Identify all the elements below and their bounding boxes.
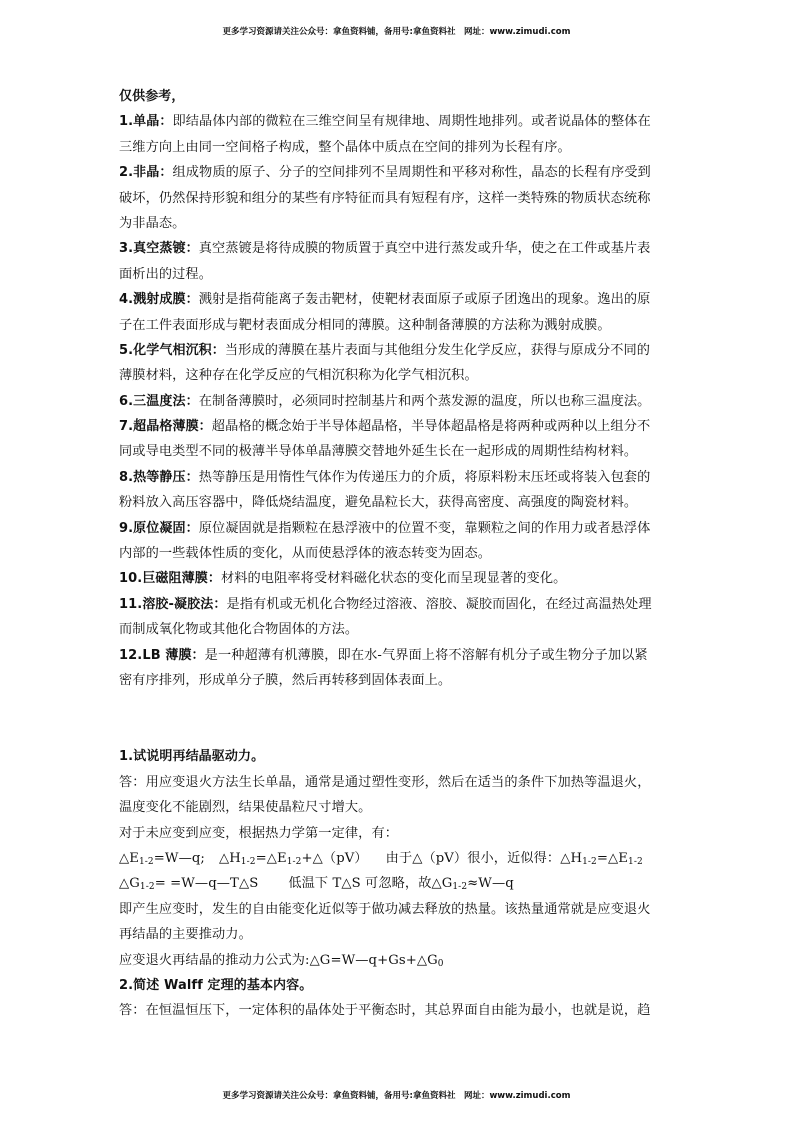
- answer-line: 温度变化不能剧烈，结果使晶粒尺寸增大。: [119, 800, 372, 816]
- definition-text: 是指有机或无机化合物经过溶液、溶胶、凝胶而固化，在经过高温热处理: [226, 596, 652, 612]
- page-footer: 更多学习资源请关注公众号：拿鱼资料铺，备用号:拿鱼资料社 网址：www.zimudi.com: [222, 1091, 571, 1101]
- definition-line: [119, 389, 679, 414]
- question-1-title: 1.试说明再结晶驱动力。: [119, 749, 265, 765]
- definition-line: [119, 490, 679, 515]
- term-label: 10.巨磁阻薄膜：: [119, 571, 221, 587]
- question-2-title: 2.简述 Walff 定理的基本内容。: [119, 977, 313, 993]
- intro-line: [119, 84, 679, 109]
- term-label: 9.原位凝固：: [119, 520, 199, 536]
- definition-text: 薄膜材料，这种存在化学反应的气相沉积称为化学气相沉积。: [119, 368, 478, 384]
- answer-line: 再结晶的主要推动力。: [119, 927, 252, 943]
- definition-line: [119, 465, 679, 490]
- definition-line: [119, 541, 679, 566]
- document-body: [119, 84, 679, 1024]
- definition-line: [119, 135, 679, 160]
- question-2-answer: [119, 998, 679, 1023]
- definition-text: 即结晶体内部的微粒在三维空间呈有规律地、周期性地排列。或者说晶体的整体在: [172, 114, 651, 130]
- term-label: 11.溶胶-凝胶法：: [119, 596, 227, 612]
- term-label: 5.化学气相沉积：: [119, 342, 225, 358]
- definition-text: 原位凝固就是指颗粒在悬浮液中的位置不变，靠颗粒之间的作用力或者悬浮体: [198, 520, 651, 536]
- definition-line: [119, 236, 679, 261]
- definition-text: 溅射是指荷能离子轰击靶材，使靶材表面原子或原子团逸出的现象。逸出的原: [198, 292, 651, 308]
- definition-text: 破坏，仍然保持形貌和组分的某些有序特征而具有短程有序，这样一类特殊的物质状态统称: [119, 190, 651, 206]
- term-label: 1.单晶：: [119, 114, 173, 130]
- definition-line: [119, 363, 679, 388]
- driving-force-formula: 应变退火再结晶的推动力公式为$:\triangle G=W—q+Gs+\triangle G_0$: [119, 952, 444, 969]
- definition-text: 为非晶态。: [119, 215, 186, 231]
- definition-line: [119, 262, 679, 287]
- definition-line: [119, 566, 679, 591]
- definition-line: [119, 643, 679, 668]
- definition-text: 超晶格的概念始于半导体超晶格，半导体超晶格是将两种或两种以上组分不: [211, 419, 651, 435]
- term-label: 4.溅射成膜：: [119, 292, 199, 308]
- definition-line: [119, 287, 679, 312]
- definition-text: 在制备薄膜时，必须同时控制基片和两个蒸发源的温度，所以也称三温度法。: [198, 393, 651, 409]
- answer-line: 即产生应变时，发生的自由能变化近似等于做功减去释放的热量。该热量通常就是应变退火: [119, 901, 651, 917]
- question-1-conclusion: [119, 897, 679, 948]
- definition-line: [119, 338, 679, 363]
- definition-text: 面析出的过程。: [119, 266, 213, 282]
- definition-line: [119, 439, 679, 464]
- definition-text: 组成物质的原子、分子的空间排列不呈周期性和平移对称性，晶态的长程有序受到: [172, 165, 651, 181]
- definition-line: [119, 592, 679, 617]
- definition-text: 而制成氧化物或其他化合物固体的方法。: [119, 622, 359, 638]
- definitions-list: [119, 109, 679, 693]
- definition-line: [119, 668, 679, 693]
- definition-line: [119, 160, 679, 185]
- definition-line: [119, 313, 679, 338]
- definition-text: 当形成的薄膜在基片表面与其他组分发生化学反应，获得与原成分不同的: [224, 342, 651, 358]
- definition-line: [119, 186, 679, 211]
- definition-line: [119, 617, 679, 642]
- definition-line: [119, 414, 679, 439]
- section-gap: [119, 693, 679, 744]
- equation-line-2: $\triangle G_{1-2}=$ =W—q—T△S 低温下 T△S 可忽略，故$\triangle G_{1-2}\approx W—q$: [119, 876, 514, 893]
- definition-text: 同或导电类型不同的极薄半导体单晶薄膜交替地外延生长在一起形成的周期性结构材料。: [119, 444, 638, 460]
- term-label: 6.三温度法：: [119, 393, 199, 409]
- definition-text: 三维方向上由同一空间格子构成，整个晶体中质点在空间的排列为长程有序。: [119, 139, 571, 155]
- definition-line: [119, 211, 679, 236]
- definition-text: 子在工件表面形成与靶材表面成分相同的薄膜。这种制备薄膜的方法称为溅射成膜。: [119, 317, 611, 333]
- definition-text: 材料的电阻率将受材料磁化状态的变化而呈现显著的变化。: [220, 571, 567, 587]
- definition-text: 是一种超薄有机薄膜，即在水-气界面上将不溶解有机分子或生物分子加以紧: [204, 647, 648, 663]
- term-label: 12.LB 薄膜：: [119, 647, 205, 663]
- term-label: 3.真空蒸镀：: [119, 241, 199, 257]
- answer-line: 答：用应变退火方法生长单晶，通常是通过塑性变形，然后在适当的条件下加热等温退火，: [119, 774, 651, 790]
- term-label: 2.非晶：: [119, 165, 173, 181]
- term-label: 7.超晶格薄膜：: [119, 419, 212, 435]
- definition-line: [119, 516, 679, 541]
- intro-text: 仅供参考，: [119, 89, 185, 104]
- page-header: 更多学习资源请关注公众号：拿鱼资料铺，备用号:拿鱼资料社 网址：www.zimudi.com: [222, 27, 571, 37]
- term-label: 8.热等静压：: [119, 469, 199, 485]
- question-1-answer: [119, 770, 679, 846]
- definition-text: 粉料放入高压容器中，降低烧结温度，避免晶粒长大，获得高密度、高强度的陶瓷材料。: [119, 495, 638, 511]
- equation-line-1: $\triangle E_{1-2}=W—q$; $\triangle H_{1-2}=\triangle E_{1-2}+\triangle(pV)$ 由于△（pV）很小，近似得：$\triangle H_{1-2}=\triangle E_{1-2}$: [119, 850, 643, 867]
- definition-text: 内部的一些载体性质的变化，从而使悬浮体的液态转变为固态。: [119, 546, 492, 562]
- definition-text: 密有序排列，形成单分子膜，然后再转移到固体表面上。: [119, 672, 452, 688]
- definition-text: 热等静压是用惰性气体作为传递压力的介质，将原料粉末压坯或将装入包套的: [198, 469, 651, 485]
- definition-text: 真空蒸镀是将待成膜的物质置于真空中进行蒸发或升华，使之在工件或基片表: [198, 241, 651, 257]
- definition-line: [119, 109, 679, 134]
- answer-line: 对于未应变到应变，根据热力学第一定律，有：: [119, 825, 399, 841]
- answer-line: 答：在恒温恒压下，一定体积的晶体处于平衡态时，其总界面自由能为最小，也就是说，趋: [119, 1003, 651, 1019]
